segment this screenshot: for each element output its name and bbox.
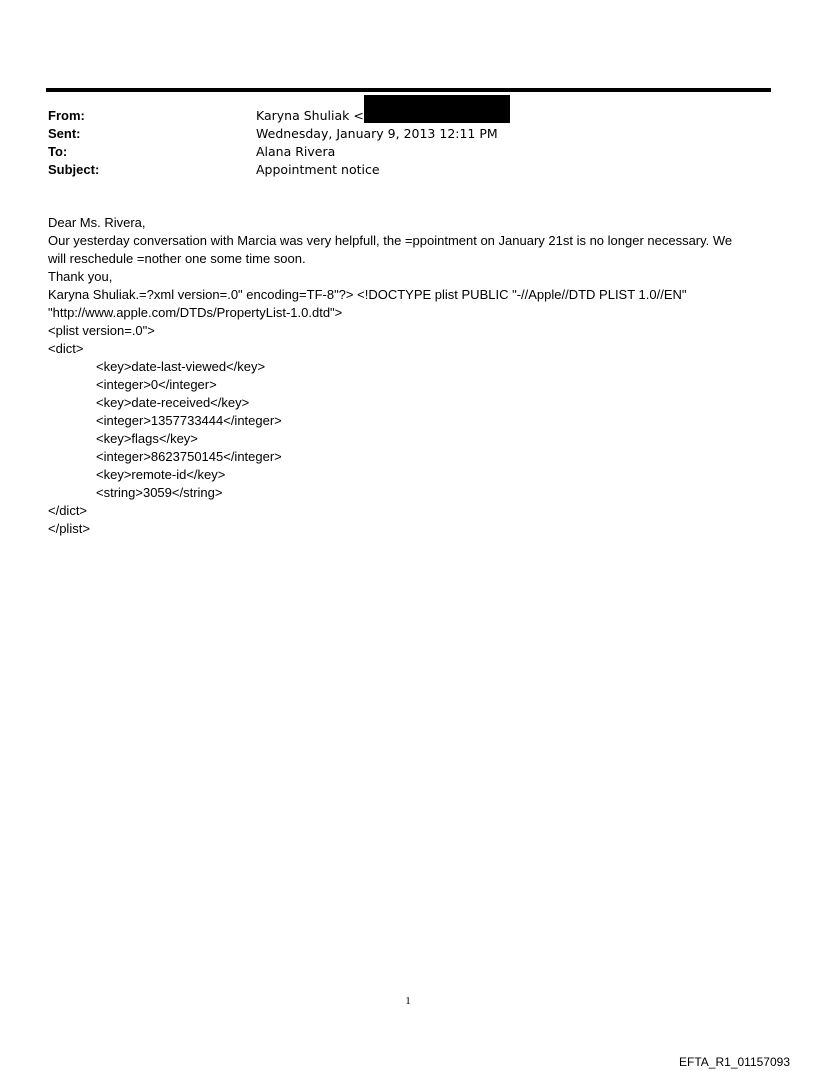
- greeting: Dear Ms. Rivera,: [48, 215, 146, 230]
- plist-open: <plist version=.0">: [48, 323, 155, 338]
- plist-entry: <key>remote-id</key>: [96, 467, 226, 482]
- email-body: [48, 214, 773, 538]
- sent-label: Sent:: [48, 126, 81, 141]
- paragraph-line: Our yesterday conversation with Marcia was very helpfull, the =ppointment on January 21st is no longer necessary. We: [48, 233, 733, 248]
- sent-value: Wednesday, January 9, 2013 12:11 PM: [256, 126, 498, 141]
- from-label: From:: [48, 108, 85, 123]
- from-value: [256, 107, 364, 125]
- to-value: Alana Rivera: [256, 144, 336, 159]
- to-label: To:: [48, 144, 68, 159]
- paragraph-line: will reschedule =nother one some time soon.: [48, 251, 306, 266]
- plist-entry: <key>date-received</key>: [96, 395, 250, 410]
- plist-entry: <integer>1357733444</integer>: [96, 413, 282, 428]
- dict-close: </dict>: [48, 503, 88, 518]
- subject-value: Appointment notice: [256, 162, 380, 177]
- plist-entry: <integer>8623750145</integer>: [96, 449, 282, 464]
- subject-row: [48, 161, 768, 179]
- document-id: EFTA_R1_01157093: [679, 1055, 790, 1069]
- redaction-box: [364, 95, 510, 123]
- plist-entry: <key>flags</key>: [96, 431, 198, 446]
- from-sender: Karyna Shuliak <: [256, 108, 364, 123]
- plist-close: </plist>: [48, 521, 90, 536]
- dtd-url-line: "http://www.apple.com/DTDs/PropertyList-1.0.dtd">: [48, 305, 343, 320]
- subject-label: Subject:: [48, 162, 100, 177]
- to-row: [48, 143, 768, 161]
- plist-entry: <integer>0</integer>: [96, 377, 217, 392]
- header-divider: [46, 88, 771, 92]
- sent-row: [48, 125, 768, 143]
- from-row: [48, 107, 768, 125]
- page-number: 1: [405, 995, 411, 1007]
- dict-open: <dict>: [48, 341, 84, 356]
- email-header: [48, 107, 768, 179]
- plist-entry: <key>date-last-viewed</key>: [96, 359, 266, 374]
- plist-entry: <string>3059</string>: [96, 485, 223, 500]
- signature-line: Karyna Shuliak.=?xml version=.0" encoding=TF-8"?> <!DOCTYPE plist PUBLIC "-//Apple//DTD PLIST 1.0//EN": [48, 287, 687, 302]
- closing: Thank you,: [48, 269, 113, 284]
